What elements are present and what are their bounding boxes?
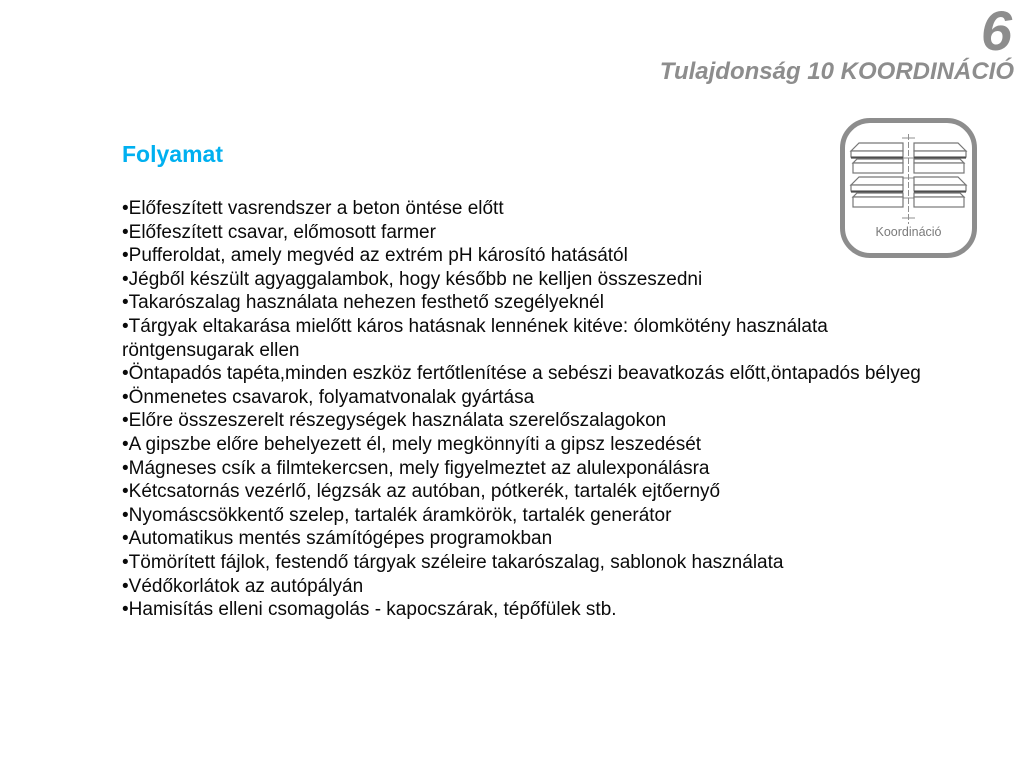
list-item-text: A gipszbe előre behelyezett él, mely megkönnyíti a gipsz leszedését [128, 433, 702, 455]
list-item-text: Pufferoldat, amely megvéd az extrém pH károsító hatásától [128, 245, 628, 267]
list-item [122, 575, 934, 599]
list-item-text: Hamisítás elleni csomagolás - kapocszárak, tépőfülek stb. [128, 599, 617, 621]
bullet-glyph: • [122, 268, 129, 290]
list-item [122, 598, 934, 622]
list-item [122, 197, 934, 221]
bullet-glyph: • [122, 481, 129, 503]
bullet-glyph: • [122, 315, 129, 337]
bullet-glyph: • [122, 245, 129, 267]
list-item-text: Kétcsatornás vezérlő, légzsák az autóban, pótkerék, tartalék ejtőernyő [128, 481, 721, 503]
list-item [122, 221, 934, 245]
bullet-glyph: • [122, 433, 129, 455]
coordination-stacked-plates-icon [845, 133, 972, 225]
list-item [122, 291, 934, 315]
bullet-glyph: • [122, 457, 129, 479]
list-item-text: Tömörített fájlok, festendő tárgyak széleire takarószalag, sablonok használata [128, 551, 784, 573]
bullet-list [122, 197, 934, 622]
list-item-text: Mágneses csík a filmtekercsen, mely figyelmeztet az alulexponálásra [128, 457, 710, 479]
list-item [122, 362, 934, 386]
page-number: 6 [980, 0, 1012, 62]
list-item [122, 457, 934, 481]
list-item-text: Nyomáscsökkentő szelep, tartalék áramkörök, tartalék generátor [128, 504, 672, 526]
list-item-text: Öntapadós tapéta,minden eszköz fertőtlenítése a sebészi beavatkozás előtt,öntapadós bélyeg [128, 363, 921, 385]
bullet-glyph: • [122, 551, 129, 573]
list-item [122, 527, 934, 551]
list-item-text: Önmenetes csavarok, folyamatvonalak gyártása [128, 386, 535, 408]
list-item-text: Takarószalag használata nehezen festhető szegélyeknél [128, 292, 604, 314]
bullet-glyph: • [122, 599, 129, 621]
bullet-glyph: • [122, 198, 129, 219]
list-item-text: Automatikus mentés számítógépes programokban [128, 528, 553, 550]
list-item-text: Jégből készült agyaggalambok, hogy később ne kelljen összeszedni [128, 268, 703, 290]
bullet-glyph: • [122, 386, 129, 408]
coordination-icon-card [840, 118, 977, 258]
bullet-glyph: • [122, 410, 129, 432]
section-heading: Folyamat [122, 141, 223, 167]
bullet-glyph: • [122, 528, 129, 550]
list-item [122, 315, 934, 362]
list-item [122, 504, 934, 528]
bullet-glyph: • [122, 363, 129, 385]
list-item [122, 480, 934, 504]
list-item-text: Előfeszített csavar, előmosott farmer [128, 221, 436, 243]
list-item-text: Védőkorlátok az autópályán [128, 575, 364, 597]
icon-card-label: Koordináció [875, 225, 942, 239]
list-item [122, 268, 934, 292]
bullet-glyph: • [122, 575, 129, 597]
list-item [122, 244, 934, 268]
slide-title: Tulajdonság 10 KOORDINÁCIÓ [659, 58, 1014, 85]
list-item [122, 409, 934, 433]
bullet-glyph: • [122, 504, 129, 526]
bullet-glyph: • [122, 221, 129, 243]
list-item-text: Tárgyak eltakarása mielőtt káros hatásnak lennének kitéve: ólomkötény használata röntgensugarak ellen [122, 315, 828, 361]
list-item-text: Előfeszített vasrendszer a beton öntése előtt [128, 198, 504, 219]
bullet-glyph: • [122, 292, 129, 314]
list-item [122, 433, 934, 457]
list-item [122, 551, 934, 575]
list-item-text: Előre összeszerelt részegységek használata szerelőszalagokon [128, 410, 667, 432]
list-item [122, 386, 934, 410]
